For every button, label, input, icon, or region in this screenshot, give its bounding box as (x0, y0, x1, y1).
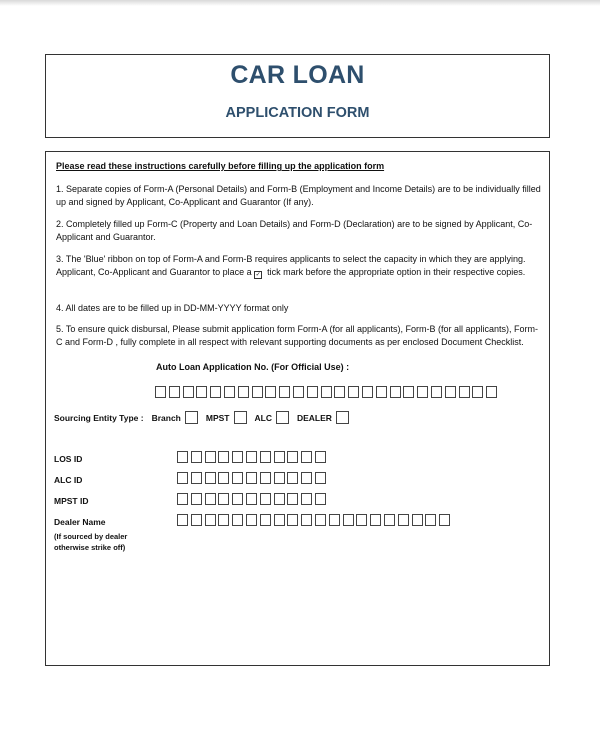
character-box[interactable] (301, 493, 312, 505)
page-top-edge (0, 0, 600, 6)
character-box[interactable] (205, 493, 216, 505)
character-box[interactable] (232, 493, 243, 505)
sourcing-entity-row (54, 411, 349, 424)
character-box[interactable] (218, 472, 229, 484)
character-box[interactable] (191, 514, 202, 526)
dealer-note-line-1: (If sourced by dealer (54, 532, 128, 541)
character-box[interactable] (183, 386, 194, 398)
los-id-boxes[interactable] (177, 451, 329, 463)
character-box[interactable] (486, 386, 497, 398)
sourcing-option-alc (255, 411, 289, 424)
character-box[interactable] (362, 386, 373, 398)
character-box[interactable] (260, 493, 271, 505)
instruction-item-5: 5. To ensure quick disbursal, Please submit application form Form-A (for all applicants), Form-B (for all applicants), Form-C and Form-D , fully complete in all respect with relevant supporting documents as per enclosed Document Checklist. (56, 324, 539, 347)
character-box[interactable] (348, 386, 359, 398)
character-box[interactable] (218, 451, 229, 463)
character-box[interactable] (315, 472, 326, 484)
character-box[interactable] (321, 386, 332, 398)
form-header (45, 54, 550, 138)
tick-mark-icon: ✓ (255, 272, 261, 278)
sourcing-option-alc-label: ALC (254, 412, 272, 423)
character-box[interactable] (390, 386, 401, 398)
character-box[interactable] (191, 493, 202, 505)
character-box[interactable] (307, 386, 318, 398)
character-box[interactable] (232, 514, 243, 526)
character-box[interactable] (238, 386, 249, 398)
los-id-label: LOS ID (54, 454, 83, 464)
character-box[interactable] (315, 451, 326, 463)
character-box[interactable] (246, 514, 257, 526)
dealer-note-line-2: otherwise strike off) (54, 543, 126, 552)
instruction-item-3-text: 3. The 'Blue' ribbon on top of Form-A and Form-B requires applicants to select the capacity in which they are applying. Applicant, Co-Applicant and Guarantor to place a (56, 254, 526, 277)
sourcing-entity-label: Sourcing Entity Type : (54, 412, 144, 423)
character-box[interactable] (417, 386, 428, 398)
character-box[interactable] (246, 493, 257, 505)
character-box[interactable] (287, 451, 298, 463)
character-box[interactable] (287, 493, 298, 505)
character-box[interactable] (260, 514, 271, 526)
character-box[interactable] (265, 386, 276, 398)
sourcing-option-mpst-label: MPST (205, 412, 230, 423)
sourcing-option-branch-label: Branch (151, 412, 181, 423)
character-box[interactable] (177, 451, 188, 463)
character-box[interactable] (260, 451, 271, 463)
character-box[interactable] (445, 386, 456, 398)
character-box[interactable] (412, 514, 423, 526)
character-box[interactable] (274, 514, 285, 526)
sourcing-option-dealer (297, 411, 349, 424)
character-box[interactable] (425, 514, 436, 526)
character-box[interactable] (329, 514, 340, 526)
character-box[interactable] (169, 386, 180, 398)
instruction-item-3-text-end: tick mark before the appropriate option in their respective copies. (267, 267, 526, 277)
character-box[interactable] (232, 451, 243, 463)
character-box[interactable] (403, 386, 414, 398)
alc-id-boxes[interactable] (177, 472, 329, 484)
instruction-item-2: 2. Completely filled up Form-C (Property and Loan Details) and Form-D (Declaration) are to be signed by Applicant, Co-Applicant and Guarantor. (56, 219, 533, 242)
alc-id-label: ALC ID (54, 475, 83, 485)
character-box[interactable] (210, 386, 221, 398)
dealer-checkbox[interactable] (336, 411, 349, 424)
character-box[interactable] (293, 386, 304, 398)
instruction-item-4: 4. All dates are to be filled up in DD-MM-YYYY format only (56, 303, 289, 313)
character-box[interactable] (205, 514, 216, 526)
branch-checkbox[interactable] (185, 411, 198, 424)
character-box[interactable] (287, 514, 298, 526)
character-box[interactable] (439, 514, 450, 526)
character-box[interactable] (177, 472, 188, 484)
character-box[interactable] (431, 386, 442, 398)
character-box[interactable] (232, 472, 243, 484)
sourcing-option-branch (152, 411, 198, 424)
character-box[interactable] (472, 386, 483, 398)
character-box[interactable] (343, 514, 354, 526)
character-box[interactable] (218, 514, 229, 526)
character-box[interactable] (459, 386, 470, 398)
character-box[interactable] (155, 386, 166, 398)
sourcing-option-dealer-label: DEALER (296, 412, 332, 423)
character-box[interactable] (301, 472, 312, 484)
character-box[interactable] (384, 514, 395, 526)
character-box[interactable] (287, 472, 298, 484)
character-box[interactable] (301, 514, 312, 526)
character-box[interactable] (274, 493, 285, 505)
character-box[interactable] (224, 386, 235, 398)
character-box[interactable] (334, 386, 345, 398)
character-box[interactable] (177, 514, 188, 526)
character-box[interactable] (376, 386, 387, 398)
character-box[interactable] (205, 472, 216, 484)
character-box[interactable] (191, 472, 202, 484)
instruction-item-3 (56, 253, 544, 279)
character-box[interactable] (301, 451, 312, 463)
form-body (45, 151, 550, 666)
mpst-id-boxes[interactable] (177, 493, 329, 505)
character-box[interactable] (398, 514, 409, 526)
sourcing-option-mpst (206, 411, 247, 424)
mpst-checkbox[interactable] (234, 411, 247, 424)
character-box[interactable] (260, 472, 271, 484)
character-box[interactable] (356, 514, 367, 526)
character-box[interactable] (252, 386, 263, 398)
character-box[interactable] (191, 451, 202, 463)
instructions-heading: Please read these instructions carefully before filling up the application form (56, 161, 385, 171)
character-box[interactable] (274, 451, 285, 463)
official-use-label: Auto Loan Application No. (For Official Use) : (156, 362, 350, 372)
character-box[interactable] (246, 472, 257, 484)
form-subtitle: APPLICATION FORM (225, 105, 370, 121)
character-box[interactable] (279, 386, 290, 398)
character-box[interactable] (315, 493, 326, 505)
character-box[interactable] (370, 514, 381, 526)
dealer-name-boxes[interactable] (177, 514, 453, 526)
character-box[interactable] (177, 493, 188, 505)
dealer-name-label: Dealer Name (54, 517, 106, 527)
character-box[interactable] (315, 514, 326, 526)
character-box[interactable] (274, 472, 285, 484)
alc-checkbox[interactable] (276, 411, 289, 424)
instruction-item-1: 1. Separate copies of Form-A (Personal Details) and Form-B (Employment and Income Details) are to be individually filled up and signed by Applicant, Co-Applicant and Guarantor (If any). (56, 184, 541, 207)
character-box[interactable] (246, 451, 257, 463)
mpst-id-label: MPST ID (54, 496, 89, 506)
form-title: CAR LOAN (230, 61, 365, 89)
application-number-boxes[interactable] (155, 386, 500, 398)
character-box[interactable] (205, 451, 216, 463)
character-box[interactable] (196, 386, 207, 398)
character-box[interactable] (218, 493, 229, 505)
